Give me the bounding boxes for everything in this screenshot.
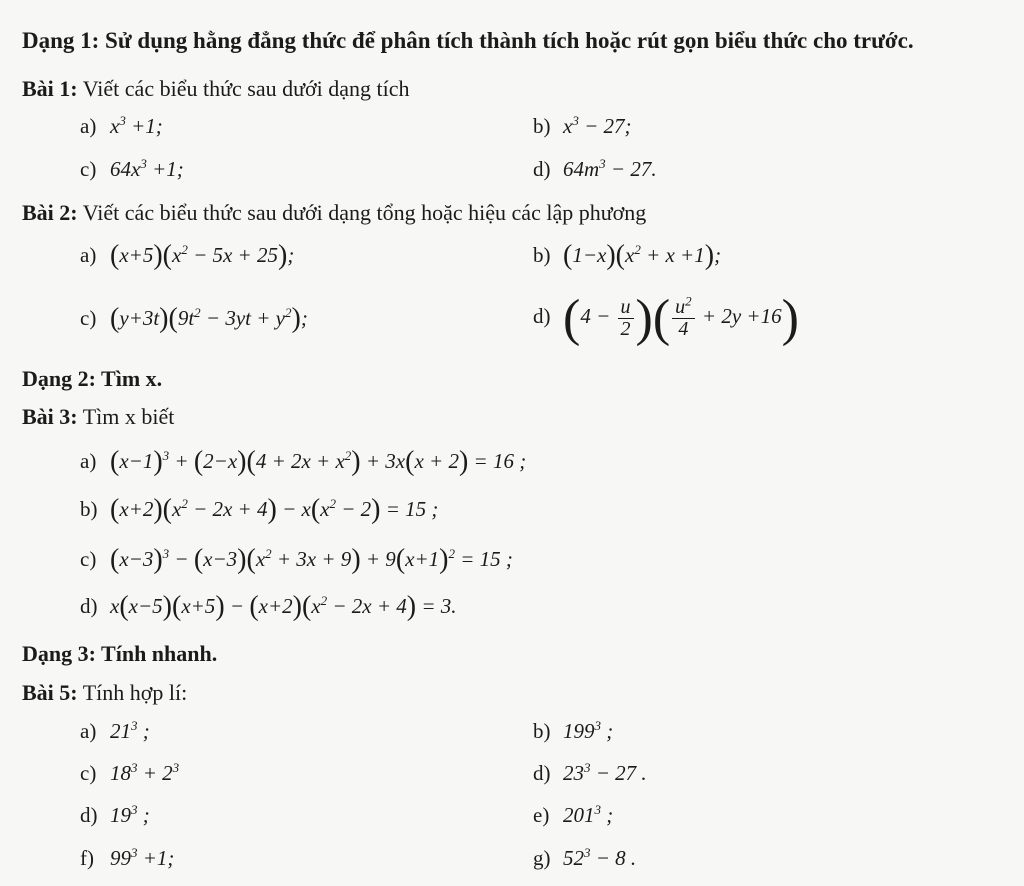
item-label: c) — [80, 761, 97, 785]
exercise-5-item-c — [80, 761, 179, 786]
item-label: g) — [533, 846, 551, 870]
exercise-5-text: Tính hợp lí: — [82, 680, 188, 705]
math-expression: $23^3 - 27$ . — [563, 760, 647, 785]
math-expression: $64x^3 +1$; — [110, 156, 184, 181]
math-expression: $52^3 - 8$ . — [563, 845, 637, 870]
exercise-3-item-a — [80, 446, 527, 477]
item-label: d) — [80, 594, 98, 618]
item-label: c) — [80, 157, 97, 181]
exercise-3-item-b — [80, 494, 439, 525]
item-label: b) — [80, 497, 98, 521]
math-expression: $21^3$ ; — [110, 718, 150, 743]
item-label: f) — [80, 846, 94, 870]
item-label: d) — [533, 157, 551, 181]
exercise-3-item-d — [80, 591, 457, 622]
math-expression: $199^3$ ; — [563, 718, 614, 743]
item-label: a) — [80, 114, 97, 138]
item-label: c) — [80, 306, 97, 330]
item-label: d) — [80, 803, 98, 827]
exercise-5-item-f — [80, 846, 174, 871]
exercise-2-item-c — [80, 303, 308, 334]
item-label: a) — [80, 449, 97, 473]
section-heading-dang3: Dạng 3: Tính nhanh. — [22, 641, 218, 666]
exercise-1-item-b — [533, 114, 632, 139]
exercise-5-item-b — [533, 719, 613, 744]
section-heading-dang2: Dạng 2: Tìm x. — [22, 366, 163, 391]
math-expression: $99^3 +1$; — [110, 845, 175, 870]
exercise-5-item-a — [80, 719, 150, 744]
item-label: a) — [80, 719, 97, 743]
exercise-2-heading — [22, 200, 646, 226]
exercise-1-item-a — [80, 114, 163, 139]
exercise-3-heading — [22, 404, 174, 430]
math-expression: $(x+2)(x^2 - 2x + 4) - x(x^2 - 2) = 15$ ; — [110, 494, 439, 525]
math-expression: $(1-x)(x^2 + x +1)$; — [563, 240, 722, 271]
math-expression: $(x+5)(x^2 - 5x + 25)$; — [110, 240, 295, 271]
item-label: b) — [533, 114, 551, 138]
exercise-2-text: Viết các biểu thức sau dưới dạng tổng hoặc hiệu các lập phương — [82, 200, 647, 225]
item-label: d) — [533, 761, 551, 785]
exercise-2-label: Bài 2: — [22, 200, 78, 225]
exercise-2-item-a — [80, 240, 295, 271]
exercise-5-item-g — [533, 846, 636, 871]
math-expression: $(y+3t)(9t^2 - 3yt + y^2)$; — [110, 303, 308, 334]
math-expression: $19^3$ ; — [110, 802, 150, 827]
exercise-3-text: Tìm x biết — [82, 404, 175, 429]
exercise-3-label: Bài 3: — [22, 404, 78, 429]
exercise-5-item-d2 — [80, 803, 150, 828]
exercise-1-heading — [22, 76, 410, 102]
math-expression: $x^3 - 27$; — [563, 113, 632, 138]
exercise-1-label: Bài 1: — [22, 76, 78, 101]
item-label: b) — [533, 243, 551, 267]
exercise-5-label: Bài 5: — [22, 680, 78, 705]
item-label: e) — [533, 803, 550, 827]
exercise-2-item-d — [533, 290, 799, 348]
math-expression: $(x-3)^3 - (x-3)(x^2 + 3x + 9) + 9(x+1)^2 = 15$ ; — [110, 544, 513, 575]
math-expression: $201^3$ ; — [563, 802, 614, 827]
math-expression: $64m^3 - 27$. — [563, 156, 657, 181]
item-label: b) — [533, 719, 551, 743]
math-expression: $x^3 +1$; — [110, 113, 163, 138]
exercise-1-item-d — [533, 157, 657, 182]
math-expression: (4 − $\frac{u}{2}$ )( $\frac{u^2}{4}$ + 2y +16) — [563, 290, 799, 348]
math-expression: $x(x-5)(x+5) - (x+2)(x^2 - 2x + 4) = 3$. — [110, 591, 457, 622]
exercise-1-item-c — [80, 157, 184, 182]
exercise-5-heading — [22, 680, 187, 706]
exercise-3-item-c — [80, 544, 513, 575]
math-expression: $18^3 + 2^3$ — [110, 760, 180, 785]
item-label: d) — [533, 304, 551, 329]
section-heading-dang1: Dạng 1: Sử dụng hằng đẳng thức để phân tích thành tích hoặc rút gọn biểu thức cho trước. — [22, 28, 914, 53]
math-expression: $(x-1)^3 + (2-x)(4 + 2x + x^2) + 3x(x + 2) = 16$ ; — [110, 446, 527, 477]
exercise-5-item-e — [533, 803, 613, 828]
item-label: c) — [80, 547, 97, 571]
exercise-2-item-b — [533, 240, 722, 271]
exercise-5-item-d — [533, 761, 647, 786]
item-label: a) — [80, 243, 97, 267]
exercise-1-text: Viết các biểu thức sau dưới dạng tích — [82, 76, 410, 101]
